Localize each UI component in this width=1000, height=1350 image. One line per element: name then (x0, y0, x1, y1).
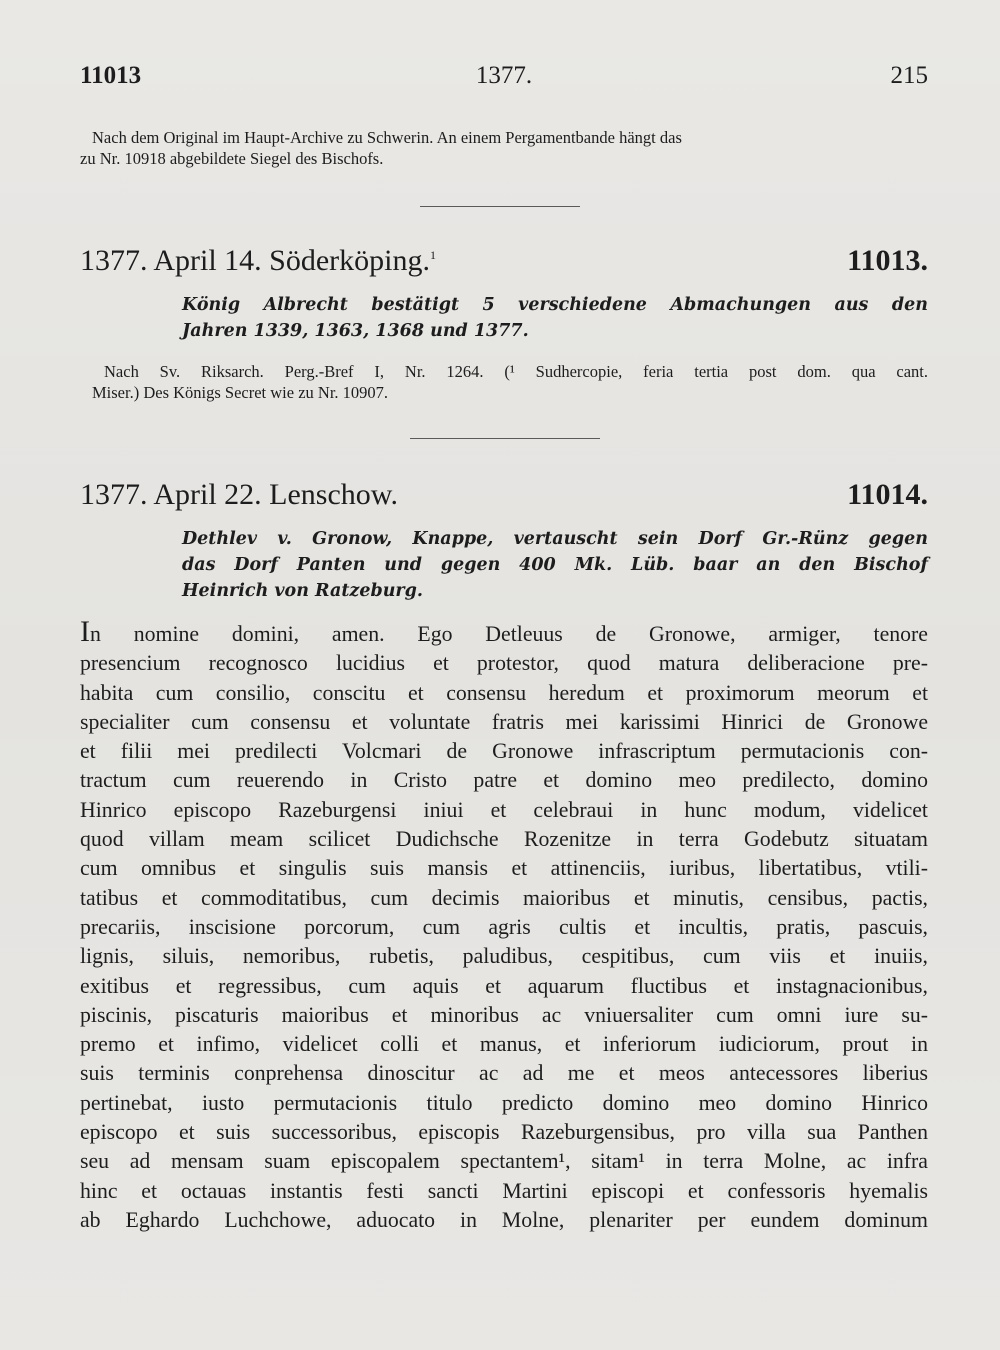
section-divider (420, 206, 580, 207)
charter-line: tractum cum reuerendo in Cristo patre et domino meo predilecto, domino (80, 768, 928, 793)
summary-line: Jahren 1339, 1363, 1368 und 1377. (182, 321, 529, 341)
charter-line: lignis, siluis, nemoribus, rubetis, paludibus, cespitibus, cum viis et inuiis, (80, 944, 928, 969)
source-line: Nach Sv. Riksarch. Perg.-Bref I, Nr. 1264. (¹ Sudhercopie, feria tertia post dom. qua cant. (104, 362, 928, 381)
charter-line: suis terminis conprehensa dinoscitur ac ad me et meos antecessores liberius (80, 1061, 928, 1086)
source-line: Miser.) Des Königs Secret wie zu Nr. 10907. (92, 383, 389, 402)
charter-line: cum omnibus et singulis suis mansis et attinenciis, iuribus, libertatibus, vtili- (80, 856, 928, 881)
entry-date-place: 1377. April 14. Söderköping.$^1$ (80, 244, 436, 277)
running-year: 1377. (475, 62, 533, 89)
charter-line: pertinebat, iusto permutacionis titulo predicto domino meo domino Hinrico (80, 1090, 928, 1115)
entry-number: 11013. (847, 244, 928, 277)
charter-line: hinc et octauas instantis festi sancti Martini episcopi et confessoris hyemalis (80, 1178, 928, 1203)
charter-line: exitibus et regressibus, cum aquis et aquarum fluctibus et instagnacionibus, (80, 973, 928, 998)
summary-line: das Dorf Panten und gegen 400 Mk. Lüb. baar an den Bischof (182, 555, 928, 575)
entry-date-place: 1377. April 22. Lenschow. (80, 478, 399, 511)
page-header (80, 62, 928, 102)
charter-line: Hinrico episcopo Razeburgensi iniui et celebraui in hunc modum, videlicet (80, 797, 928, 822)
summary-line: Heinrich von Ratzeburg. (182, 581, 423, 601)
entry-source-11013 (92, 361, 928, 403)
charter-line: premo et infimo, videlicet colli et manus, et inferiorum iudiciorum, prout in (80, 1032, 928, 1057)
charter-line: seu ad mensam suam episcopalem spectantem¹, sitam¹ in terra Molne, ac infra (80, 1149, 928, 1174)
entry-number: 11014. (847, 478, 928, 511)
charter-line: et filii mei predilecti Volcmari de Gronowe infrascriptum permutacionis con- (80, 739, 928, 764)
footnote-marker: 1 (430, 248, 436, 262)
previous-entry-source-note (80, 127, 928, 169)
entry-heading-11013 (80, 244, 928, 280)
section-divider (410, 438, 600, 439)
charter-line: episcopo et suis successoribus, episcopis Razeburgensibus, pro villa sua Panthen (80, 1120, 928, 1145)
initial-letter: I (80, 615, 90, 648)
charter-line: tatibus et commoditatibus, cum decimis maioribus et minutis, censibus, pactis, (80, 885, 928, 910)
charter-line: presencium recognosco lucidius et protestor, quod matura deliberacione pre- (80, 651, 928, 676)
summary-line: Dethlev v. Gronow, Knappe, vertauscht sein Dorf Gr.-Rünz gegen (182, 529, 928, 549)
charter-line: habita cum consilio, conscitu et consensu heredum et proximorum meorum et (80, 680, 928, 705)
summary-line: König Albrecht bestätigt 5 verschiedene Abmachungen aus den (182, 295, 928, 315)
charter-line: specialiter cum consensu et voluntate fratris mei karissimi Hinrici de Gronowe (80, 709, 928, 734)
note-line: zu Nr. 10918 abgebildete Siegel des Bischofs. (80, 149, 384, 168)
charter-line: piscinis, piscaturis maioribus et minoribus ac vniuersaliter cum omni iure su- (80, 1002, 928, 1027)
entry-summary-11013 (182, 292, 928, 344)
entry-heading-11014 (80, 478, 928, 514)
charter-line: quod villam meam scilicet Dudichsche Rozenitze in terra Godebutz situatam (80, 827, 928, 852)
charter-line-first: In nomine domini, amen. Ego Detleuus de Gronowe, armiger, tenore (80, 615, 928, 648)
charter-text (80, 615, 928, 1235)
charter-line: ab Eghardo Luchchowe, aduocato in Molne, plenariter per eundem dominum (80, 1207, 928, 1232)
page-number: 215 (890, 62, 928, 89)
running-document-number: 11013 (80, 62, 142, 89)
note-line: Nach dem Original im Haupt-Archive zu Schwerin. An einem Pergamentbande hängt das (92, 128, 682, 147)
charter-line: precariis, inscisione porcorum, cum agris cultis et incultis, pratis, pascuis, (80, 914, 928, 939)
entry-summary-11014 (182, 526, 928, 604)
